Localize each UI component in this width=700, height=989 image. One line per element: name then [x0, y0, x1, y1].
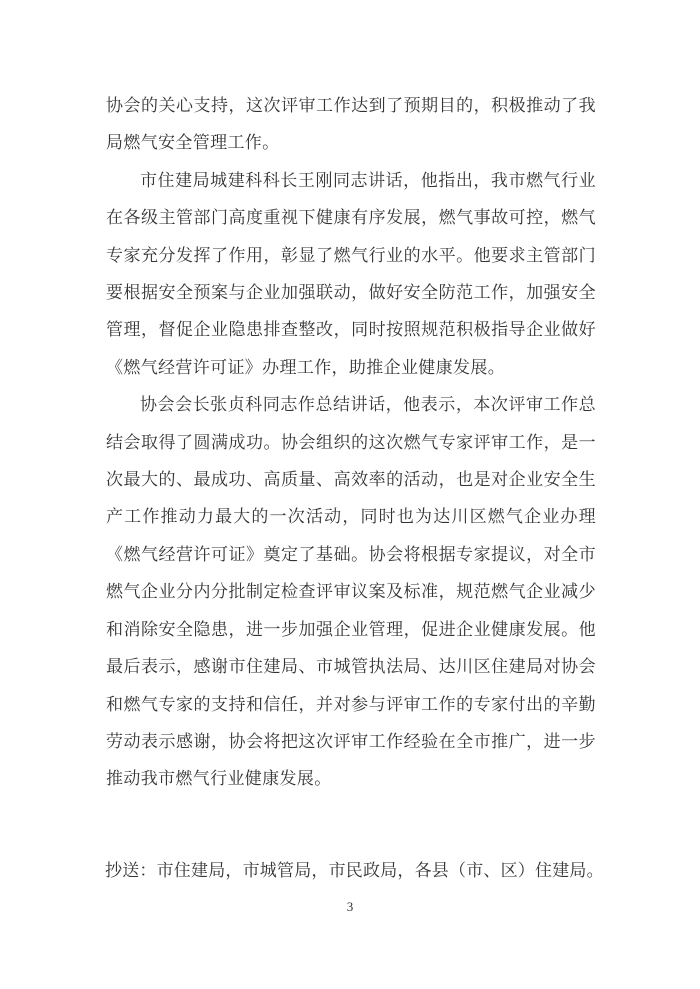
- paragraph: 协会会长张贞科同志作总结讲话，他表示，本次评审工作总结会取得了圆满成功。协会组织的这次燃气专家评审工作，是一次最大的、最成功、高质量、高效率的活动，也是对企业安全生产工作推动力最大的一次活动，同时也为达川区燃气企业办理《燃气经营许可证》奠定了基础。协会将根据专家提议，对全市燃气企业分内分批制定检查评审议案及标准，规范燃气企业减少和消除安全隐患，进一步加强企业管理，促进企业健康发展。他最后表示，感谢市住建局、市城管执法局、达川区住建局对协会和燃气专家的支持和信任，并对参与评审工作的专家付出的辛勤劳动表示感谢，协会将把这次评审工作经验在全市推广，进一步推动我市燃气行业健康发展。: [106, 395, 596, 789]
- document-body: [106, 87, 596, 798]
- page-number: 3: [346, 899, 354, 914]
- cc-distribution-line: 抄送：市住建局，市城管局，市民政局，各县（市、区）住建局。: [105, 861, 604, 880]
- paragraph: 市住建局城建科科长王刚同志讲话，他指出，我市燃气行业在各级主管部门高度重视下健康有序发展，燃气事故可控，燃气专家充分发挥了作用，彰显了燃气行业的水平。他要求主管部门要根据安全预案与企业加强联动，做好安全防范工作，加强安全管理，督促企业隐患排查整改，同时按照规范积极指导企业做好《燃气经营许可证》办理工作，助推企业健康发展。: [106, 170, 596, 377]
- paragraph: 协会的关心支持，这次评审工作达到了预期目的，积极推动了我局燃气安全管理工作。: [106, 96, 596, 153]
